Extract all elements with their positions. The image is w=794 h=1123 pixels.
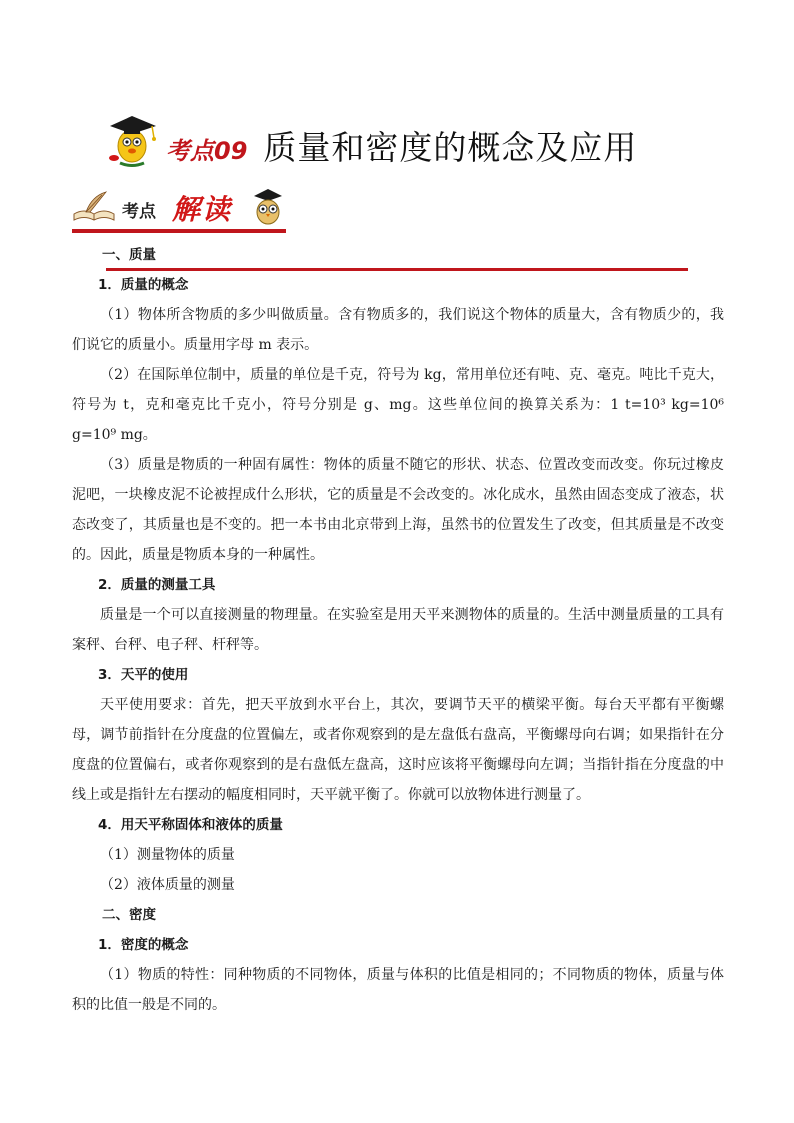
heading-balance-usage: 3．天平的使用 bbox=[98, 667, 189, 683]
heading-density-concept: 1．密度的概念 bbox=[98, 937, 189, 953]
banner-label-jiedu: 解读 bbox=[172, 193, 233, 226]
title-main: 质量和密度的概念及应用 bbox=[263, 128, 638, 167]
heading-mass: 一、质量 bbox=[102, 247, 156, 263]
paragraph-density-property: （1）物质的特性：同种物质的不同物体，质量与体积的比值是相同的；不同物质的物体，质量与体积的比值一般是不同的。 bbox=[72, 967, 724, 1013]
banner-underline bbox=[72, 229, 286, 233]
page-title bbox=[166, 122, 637, 169]
book-quill-icon bbox=[72, 190, 116, 224]
owl-graduate-icon bbox=[250, 186, 286, 226]
title-block bbox=[100, 108, 690, 170]
heading-mass-tools: 2．质量的测量工具 bbox=[98, 577, 216, 593]
list-item-solid-mass: （1）测量物体的质量 bbox=[100, 847, 235, 863]
graduation-mascot-icon bbox=[100, 108, 162, 170]
heading-mass-concept: 1．质量的概念 bbox=[98, 277, 189, 293]
paragraph-mass-tools: 质量是一个可以直接测量的物理量。在实验室是用天平来测物体的质量的。生活中测量质量的工具有案秤、台秤、电子秤、杆秤等。 bbox=[72, 607, 724, 653]
paragraph-mass-definition: （1）物体所含物质的多少叫做质量。含有物质多的，我们说这个物体的质量大，含有物质少的，我们说它的质量小。质量用字母 m 表示。 bbox=[72, 307, 724, 353]
list-item-liquid-mass: （2）液体质量的测量 bbox=[100, 877, 235, 893]
title-prefix: 考点09 bbox=[166, 137, 248, 165]
paragraph-mass-property: （3）质量是物质的一种固有属性：物体的质量不随它的形状、状态、位置改变而改变。你玩过橡皮泥吧，一块橡皮泥不论被捏成什么形状，它的质量是不会改变的。冰化成水，虽然由固态变成了液态，状态改变了，其质量也是不变的。把一本书由北京带到上海，虽然书的位置发生了改变，但其质量是不改变的。因此，质量是物质本身的一种属性。 bbox=[72, 457, 724, 563]
heading-weighing: 4．用天平称固体和液体的质量 bbox=[98, 817, 283, 833]
paragraph-balance-usage: 天平使用要求：首先，把天平放到水平台上，其次，要调节天平的横梁平衡。每台天平都有平衡螺母，调节前指针在分度盘的位置偏左，或者你观察到的是左盘低右盘高，平衡螺母向右调；如果指针在分度盘的位置偏右，或者你观察到的是右盘低左盘高，这时应该将平衡螺母向左调；当指针指在分度盘的中线上或是指针左右摆动的幅度相同时，天平就平衡了。你就可以放物体进行测量了。 bbox=[72, 697, 724, 803]
banner-label-kaodian: 考点 bbox=[122, 202, 156, 222]
section-banner bbox=[72, 184, 292, 234]
article-body bbox=[72, 240, 724, 1020]
paragraph-mass-units: （2）在国际单位制中，质量的单位是千克，符号为 kg，常用单位还有吨、克、毫克。吨比千克大，符号为 t，克和毫克比千克小，符号分别是 g、mg。这些单位间的换算关系为：1 t=10³ kg=10⁶ g=10⁹ mg。 bbox=[72, 367, 724, 443]
heading-density: 二、密度 bbox=[102, 907, 156, 923]
